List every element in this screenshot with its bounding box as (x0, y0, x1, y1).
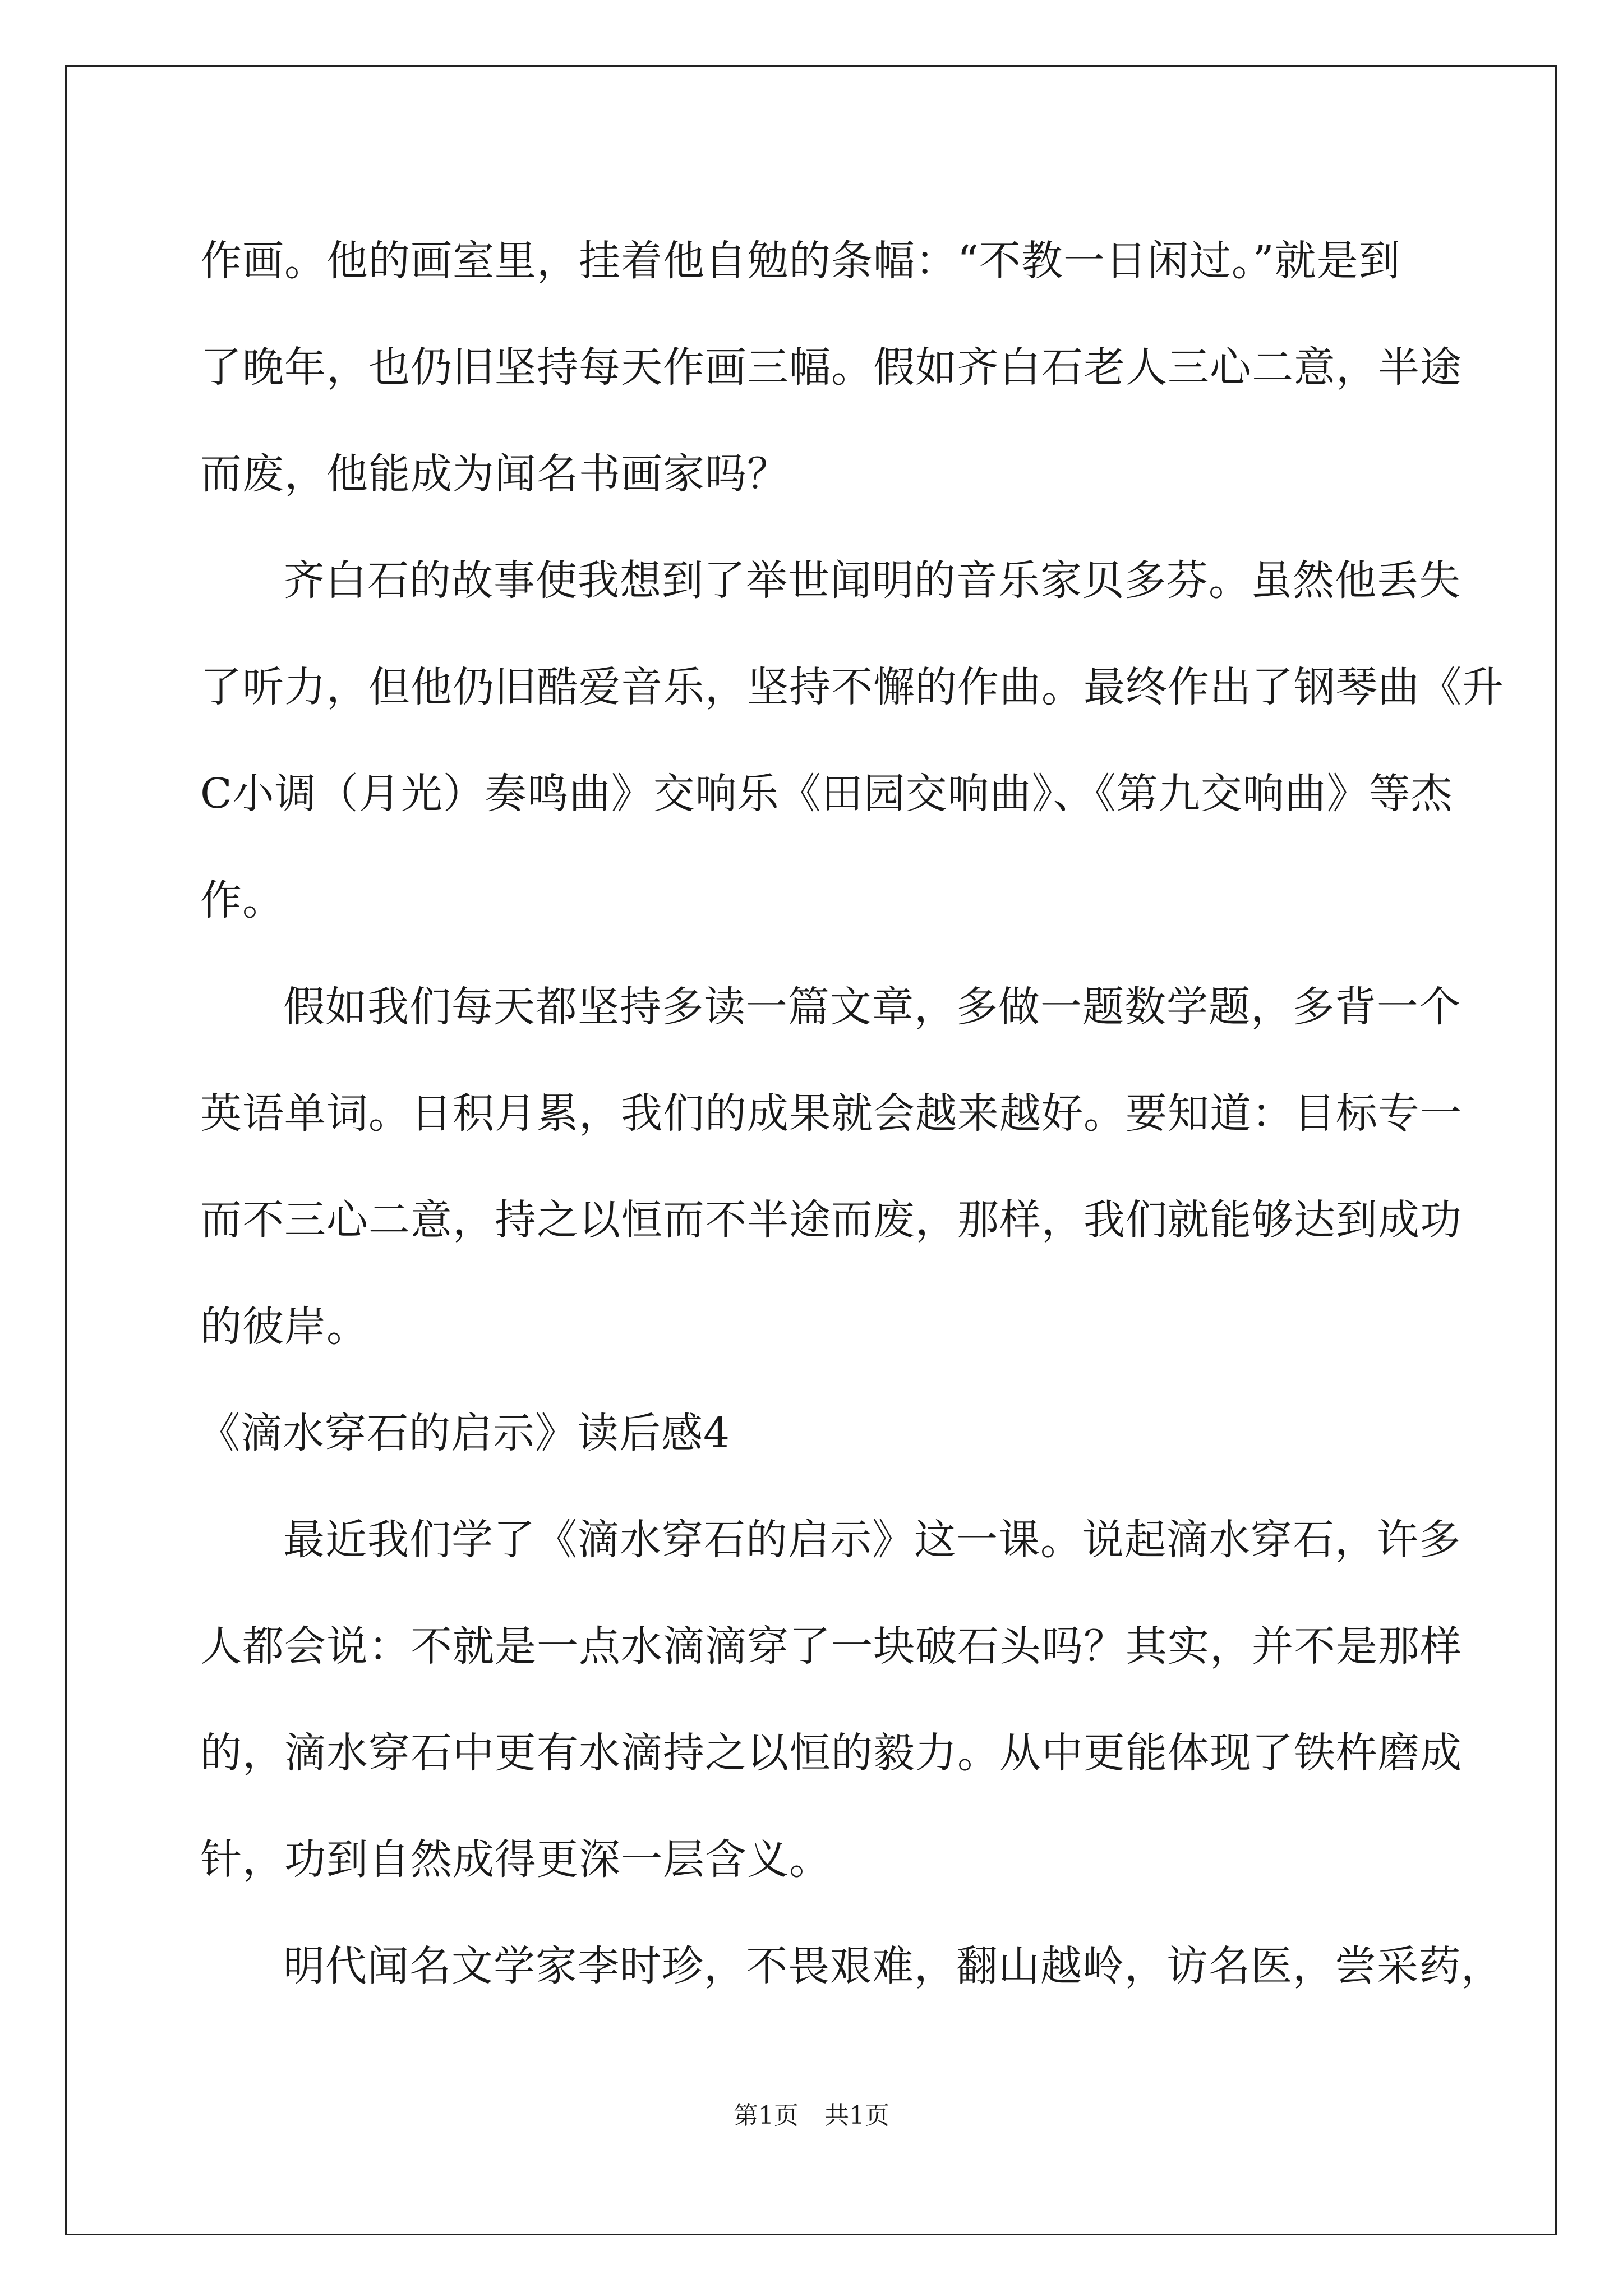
page-number-total: 共1页 (824, 2101, 889, 2130)
text-line-6: C小调（月光）奏鸣曲》交响乐《田园交响曲》、《第九交响曲》等杰 (200, 770, 1453, 818)
text-line-11: 的彼岸。 (200, 1303, 368, 1351)
text-line-3: 而废，他能成为闻名书画家吗？ (200, 450, 789, 498)
text-line-17: 明代闻名文学家李时珍，不畏艰难，翻山越岭，访名医，尝采药， (283, 1942, 1503, 1990)
text-line-1: 作画。他的画室里，挂着他自勉的条幅：“不教一日闲过。”就是到 (200, 237, 1401, 285)
text-line-16: 针，功到自然成得更深一层含义。 (200, 1835, 831, 1884)
text-line-5: 了听力，但他仍旧酷爱音乐，坚持不懈的作曲。最终作出了钢琴曲《升 (200, 663, 1504, 711)
text-line-15: 的，滴水穿石中更有水滴持之以恒的毅力。从中更能体现了铁杵磨成 (200, 1729, 1462, 1777)
page-footer (0, 2099, 1623, 2133)
text-line-10: 而不三心二意，持之以恒而不半途而废，那样，我们就能够达到成功 (200, 1196, 1462, 1244)
text-line-9: 英语单词。日积月累，我们的成果就会越来越好。要知道：目标专一 (200, 1089, 1462, 1138)
text-line-8: 假如我们每天都坚持多读一篇文章，多做一题数学题，多背一个 (283, 983, 1461, 1031)
text-line-13: 最近我们学了《滴水穿石的启示》这一课。说起滴水穿石，许多 (283, 1516, 1461, 1564)
document-body (199, 208, 1504, 2019)
text-line-2: 了晚年，也仍旧坚持每天作画三幅。假如齐白石老人三心二意，半途 (200, 343, 1462, 392)
text-line-4: 齐白石的故事使我想到了举世闻明的音乐家贝多芬。虽然他丢失 (283, 556, 1461, 605)
text-line-14: 人都会说：不就是一点水滴滴穿了一块破石头吗？其实，并不是那样 (200, 1622, 1462, 1671)
section-title: 《滴水穿石的启示》读后感4 (199, 1409, 731, 1457)
page-number-current: 第1页 (734, 2101, 799, 2130)
text-line-7: 作。 (200, 876, 284, 924)
